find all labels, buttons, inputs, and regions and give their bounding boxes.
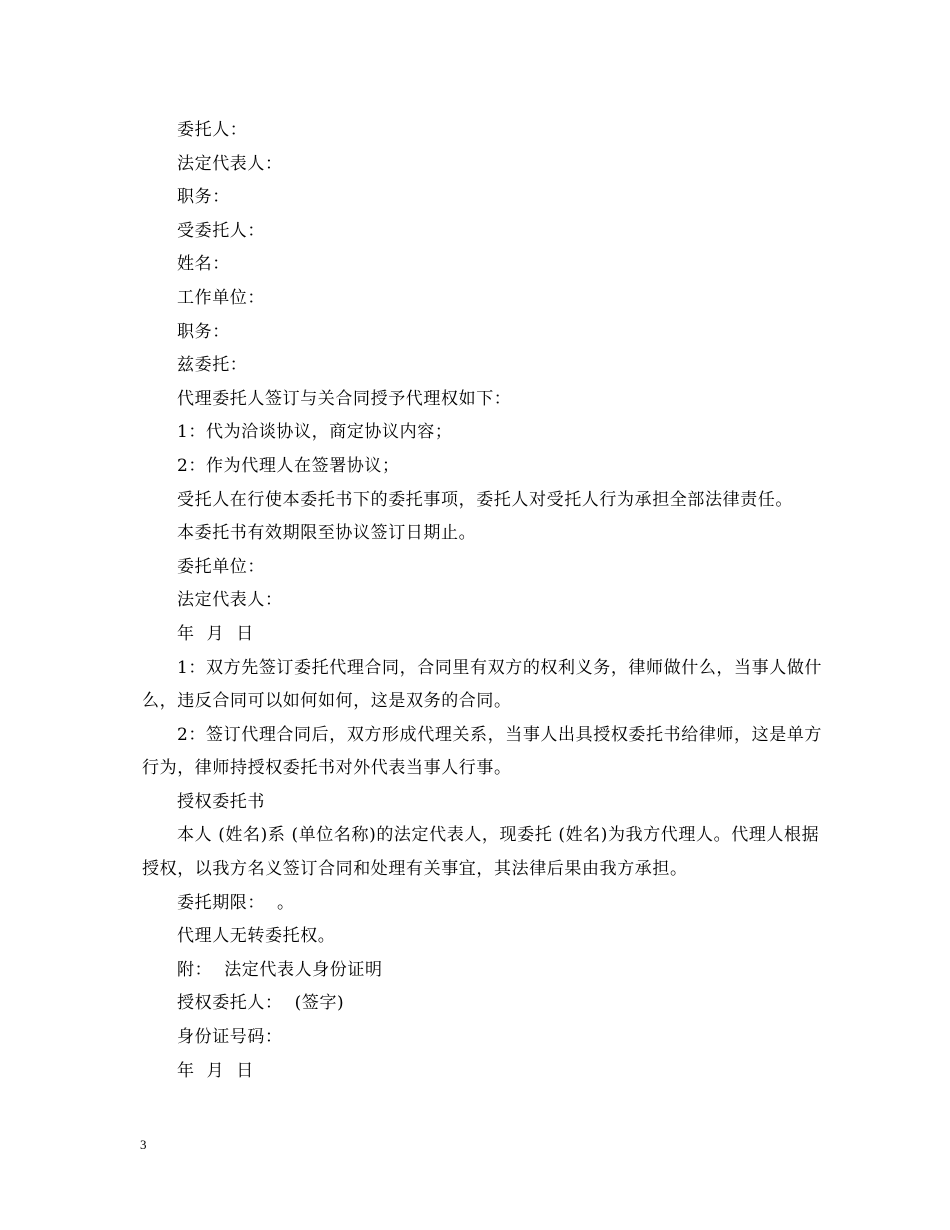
document-body: [142, 114, 822, 1088]
paragraph-section-title: 授权委托书: [177, 791, 265, 812]
paragraph-legal-representative-sign: 法定代表人：: [177, 590, 283, 611]
paragraph-authorizer-signature: 授权委托人： (签字): [177, 993, 345, 1014]
paragraph-liability: 受托人在行使本委托书下的委托事项，委托人对受托人行为承担全部法律责任。: [177, 489, 793, 510]
paragraph-note-1: 1：双方先签订委托代理合同，合同里有双方的权利义务，律师做什么，当事人做什么，违反合同可以如何如何，这是双务的合同。: [142, 657, 823, 712]
paragraph-id-number: 身份证号码：: [177, 1027, 283, 1048]
page-number: 3: [140, 1137, 147, 1152]
paragraph-final-date: 年 月 日: [177, 1060, 254, 1081]
paragraph-agent-position: 职务：: [177, 321, 230, 342]
paragraph-principal: 委托人：: [177, 120, 248, 140]
paragraph-entrusting-unit: 委托单位：: [177, 556, 265, 577]
paragraph-note-2: 2：签订代理合同后，双方形成代理关系，当事人出具授权委托书给律师，这是单方行为，律师持授权委托书对外代表当事人行事。: [142, 724, 823, 779]
paragraph-date: 年 月 日: [177, 623, 254, 644]
paragraph-no-subdelegation: 代理人无转委托权。: [177, 926, 336, 947]
paragraph-attachment: 附： 法定代表人身份证明: [177, 959, 383, 980]
paragraph-hereby-entrust: 兹委托：: [177, 355, 248, 376]
paragraph-name: 姓名：: [177, 254, 230, 275]
paragraph-agent: 受委托人：: [177, 220, 265, 241]
paragraph-authority-item-1: 1：代为洽谈协议，商定协议内容；: [177, 422, 453, 443]
paragraph-legal-representative: 法定代表人：: [177, 153, 283, 174]
paragraph-term: 委托期限： 。: [177, 892, 295, 913]
paragraph-authority-intro: 代理委托人签订与关合同授予代理权如下：: [177, 388, 512, 409]
paragraph-authorization-statement: 本人 (姓名)系 (单位名称)的法定代表人，现委托 (姓名)为我方代理人。代理人根据授权，以我方名义签订合同和处理有关事宜，其法律后果由我方承担。: [142, 825, 820, 880]
paragraph-work-unit: 工作单位：: [177, 287, 265, 308]
paragraph-authority-item-2: 2：作为代理人在签署协议；: [177, 455, 400, 476]
paragraph-position: 职务：: [177, 187, 230, 208]
paragraph-validity: 本委托书有效期限至协议签订日期止。: [177, 523, 477, 544]
